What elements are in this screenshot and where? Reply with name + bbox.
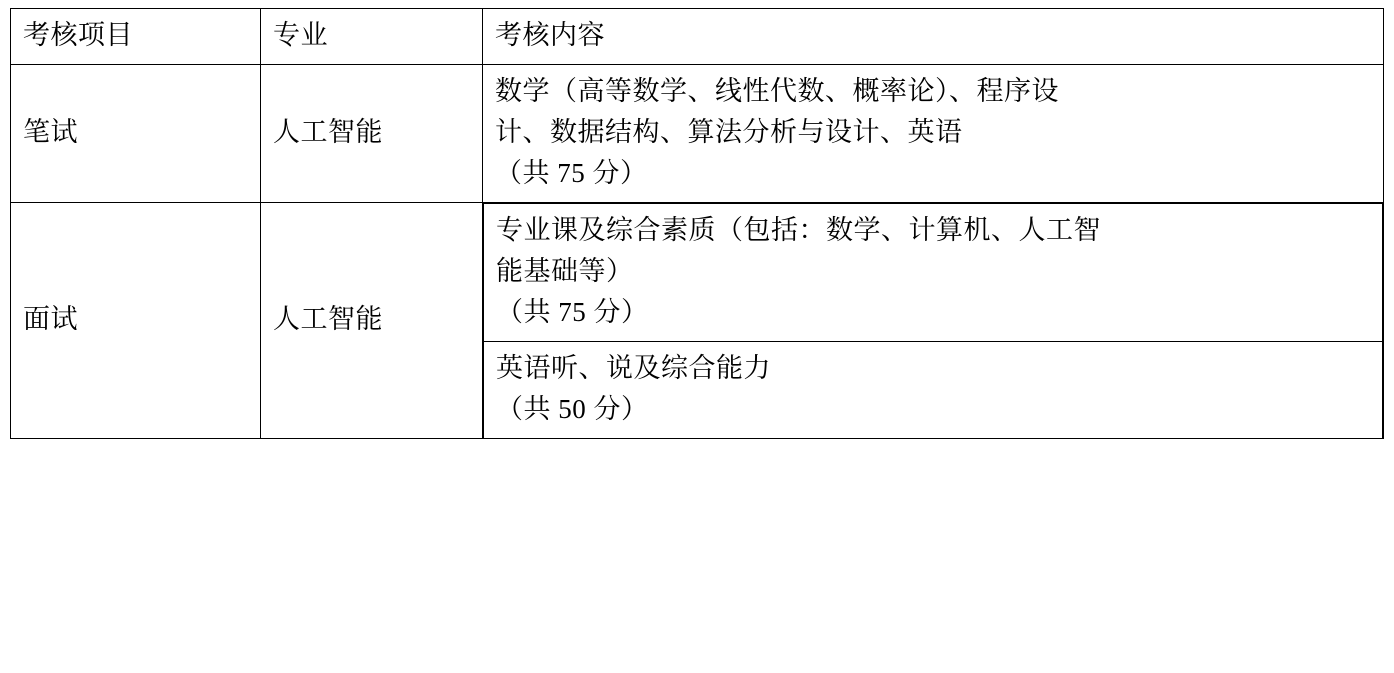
content-line-score: （共 75 分） [496,297,649,328]
content-line: 专业课及综合素质（包括：数学、计算机、人工智 [496,215,1101,246]
row-content-interview [483,203,1384,439]
content-line: 数学（高等数学、线性代数、概率论）、程序设 [495,76,1059,107]
table-row [11,65,1384,203]
interview-subrow-english [484,342,1383,439]
interview-subrow-professional [484,204,1383,342]
row-item-written-exam: 笔试 [11,65,261,203]
row-item-interview: 面试 [11,203,261,439]
interview-block-professional [484,204,1383,342]
table-header-row [11,9,1384,65]
header-cell-content: 考核内容 [483,9,1384,65]
header-cell-major: 专业 [261,9,483,65]
interview-block-english [484,342,1383,439]
row-content-written-exam [483,65,1384,203]
content-line: 计、数据结构、算法分析与设计、英语 [495,117,963,148]
content-line: 能基础等） [496,256,634,287]
content-line: 英语听、说及综合能力 [496,353,771,384]
content-line-score: （共 75 分） [495,158,648,189]
content-line-score: （共 50 分） [496,394,649,425]
row-major-written-exam: 人工智能 [261,65,483,203]
interview-subtable [483,203,1383,438]
table-row [11,203,1384,439]
row-major-interview: 人工智能 [261,203,483,439]
header-cell-item: 考核项目 [11,9,261,65]
exam-requirements-table [10,8,1384,439]
